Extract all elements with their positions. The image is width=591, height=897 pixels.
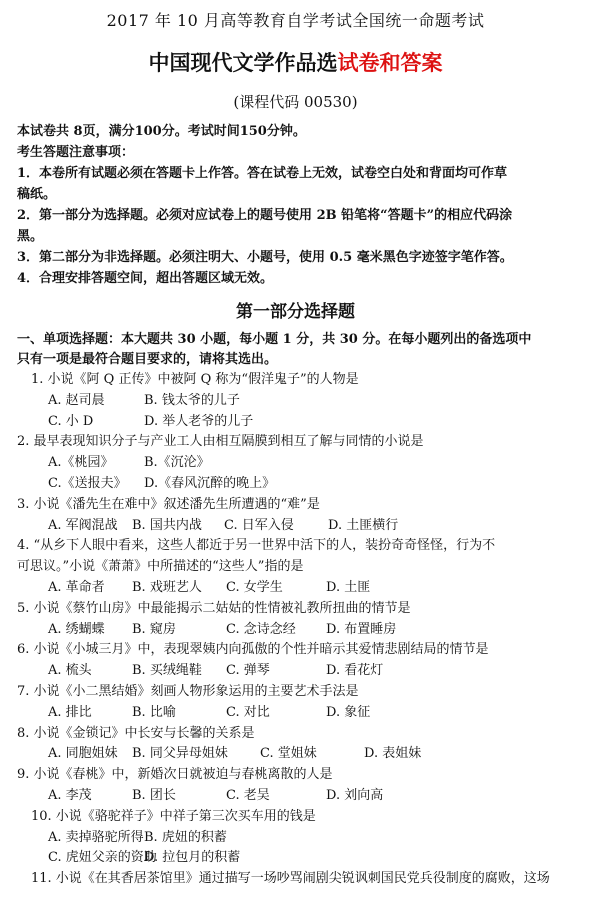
answer-option[interactable]: C. 虎妞父亲的资助 xyxy=(48,850,157,866)
answer-option[interactable]: D. 举人老爷的儿子 xyxy=(144,413,254,429)
option-row xyxy=(17,828,583,849)
question-item xyxy=(17,370,583,432)
answer-option[interactable]: C.《送报夫》 xyxy=(48,475,127,491)
answer-option[interactable]: A. 卖掉骆驼所得 xyxy=(48,829,144,845)
answer-option[interactable]: D. 象征 xyxy=(326,704,371,720)
answer-option[interactable]: B. 窥房 xyxy=(132,621,176,637)
question-item xyxy=(17,432,583,494)
answer-option[interactable]: A. 赵司晨 xyxy=(48,392,105,408)
question-item xyxy=(17,536,583,598)
question-item xyxy=(17,724,583,766)
answer-option[interactable]: A. 排比 xyxy=(48,704,92,720)
instruction-heading: 考生答题注意事项： xyxy=(17,145,135,160)
section-one-line-1: 一、单项选择题：本大题共 30 小题，每小题 1 分，共 30 分。在每小题列出的备选项中 xyxy=(17,332,532,347)
option-row xyxy=(17,391,583,412)
course-code: (课程代码 00530) xyxy=(233,93,358,111)
answer-option[interactable]: C. 女学生 xyxy=(226,579,283,595)
instruction-item-1a: 1．本卷所有试题必须在答题卡上作答。答在试卷上无效，试卷空白处和背面均可作草 xyxy=(17,166,508,181)
answer-option[interactable]: A. 梳头 xyxy=(48,663,92,679)
instruction-item-2b: 黑。 xyxy=(17,229,44,244)
answer-option[interactable]: C. 老吴 xyxy=(226,787,270,803)
answer-option[interactable]: A. 革命者 xyxy=(48,579,105,595)
option-row xyxy=(17,578,583,599)
question-stem: 8. 小说《金锁记》中长安与长馨的关系是 xyxy=(17,725,255,741)
answer-option[interactable]: D. 土匪横行 xyxy=(328,517,399,533)
question-list xyxy=(0,370,591,890)
option-row xyxy=(17,848,583,869)
question-stem: 7. 小说《小二黑结婚》刻画人物形象运用的主要艺术手法是 xyxy=(17,683,359,699)
answer-option[interactable]: B. 钱太爷的儿子 xyxy=(144,392,240,408)
answer-option[interactable]: C. 念诗念经 xyxy=(226,621,296,637)
question-stem: 9. 小说《春桃》中，新婚次日就被迫与春桃离散的人是 xyxy=(17,767,333,783)
option-row xyxy=(17,412,583,433)
answer-option[interactable]: B. 同父异母姐妹 xyxy=(132,746,228,762)
answer-option[interactable]: D.《春风沉醉的晚上》 xyxy=(144,475,276,491)
option-row xyxy=(17,516,583,537)
question-stem: 5. 小说《蔡竹山房》中最能揭示二姑姑的性情被礼教所扭曲的情节是 xyxy=(17,600,411,616)
question-item xyxy=(17,640,583,682)
answer-option[interactable]: D. 土匪 xyxy=(326,579,371,595)
option-row xyxy=(17,786,583,807)
question-item xyxy=(17,599,583,641)
title-course-name: 中国现代文学作品选 xyxy=(148,50,338,75)
instruction-item-4: 4．合理安排答题空间，超出答题区域无效。 xyxy=(17,271,274,286)
question-item xyxy=(17,682,583,724)
question-item xyxy=(17,807,583,869)
instruction-item-2a: 2．第一部分为选择题。必须对应试卷上的题号使用 2B 铅笔将“答题卡”的相应代码涂 xyxy=(17,208,513,223)
answer-option[interactable]: D. 看花灯 xyxy=(326,663,384,679)
question-stem: 3. 小说《潘先生在难中》叙述潘先生所遭遇的“难”是 xyxy=(17,496,320,512)
answer-option[interactable]: D. 表姐妹 xyxy=(364,746,422,762)
title-highlight: 试卷和答案 xyxy=(337,50,443,75)
answer-option[interactable]: D. 拉包月的积蓄 xyxy=(144,850,241,866)
section-one-heading xyxy=(0,330,591,370)
question-stem: 4. “从乡下人眼中看来，这些人都近于另一世界中活下的人，装扮奇奇怪怪，行为不 xyxy=(17,538,496,554)
option-row xyxy=(17,703,583,724)
answer-option[interactable]: C. 弹琴 xyxy=(226,663,270,679)
answer-option[interactable]: C. 堂姐妹 xyxy=(260,746,317,762)
option-row xyxy=(17,744,583,765)
answer-option[interactable]: A.《桃园》 xyxy=(48,455,114,471)
question-item xyxy=(17,869,583,890)
question-stem: 11. 小说《在其香居茶馆里》通过描写一场吵骂闹剧尖锐讽刺国民党兵役制度的腐败，这场 xyxy=(31,871,550,887)
question-stem: 1. 小说《阿 Q 正传》中被阿 Q 称为“假洋鬼子”的人物是 xyxy=(31,372,359,387)
answer-option[interactable]: C. 对比 xyxy=(226,704,270,720)
answer-option[interactable]: B. 戏班艺人 xyxy=(132,579,202,595)
instruction-item-1b: 稿纸。 xyxy=(17,187,57,202)
instruction-summary: 本试卷共 8页，满分100分。考试时间150分钟。 xyxy=(17,124,306,139)
question-item xyxy=(17,495,583,537)
question-stem-continued: 可思议。”小说《萧萧》中所描述的“这些人”指的是 xyxy=(17,559,304,575)
section-one-line-2: 只有一项是最符合题目要求的，请将其选出。 xyxy=(17,352,278,367)
answer-option[interactable]: A. 军阀混战 xyxy=(48,517,118,533)
answer-option[interactable]: B. 国共内战 xyxy=(132,517,202,533)
answer-option[interactable]: C. 小 D xyxy=(48,413,94,429)
answer-option[interactable]: D. 布置睡房 xyxy=(326,621,397,637)
answer-option[interactable]: A. 同胞姐妹 xyxy=(48,746,118,762)
question-stem: 6. 小说《小城三月》中，表现翠姨内向孤傲的个性并暗示其爱情悲剧结局的情节是 xyxy=(17,642,489,658)
answer-option[interactable]: B. 买绒绳鞋 xyxy=(132,663,202,679)
exam-header: 2017 年 10 月高等教育自学考试全国统一命题考试 xyxy=(106,11,485,30)
option-row xyxy=(17,474,583,495)
exam-instructions xyxy=(0,121,591,289)
answer-option[interactable]: B. 比喻 xyxy=(132,704,176,720)
question-stem: 10. 小说《骆驼祥子》中祥子第三次买车用的钱是 xyxy=(31,808,316,824)
answer-option[interactable]: B. 团长 xyxy=(132,787,176,803)
option-row xyxy=(17,620,583,641)
option-row xyxy=(17,453,583,474)
instruction-item-3: 3．第二部分为非选择题。必须注明大、小题号，使用 0.5 毫米黑色字迹签字笔作答。 xyxy=(17,250,513,265)
answer-option[interactable]: B. 虎妞的积蓄 xyxy=(144,829,227,845)
answer-option[interactable]: A. 绣蝴蝶 xyxy=(48,621,105,637)
answer-option[interactable]: A. 李茂 xyxy=(48,787,92,803)
part-one-title: 第一部分选择题 xyxy=(236,302,355,322)
answer-option[interactable]: B.《沉沦》 xyxy=(144,455,210,471)
option-row xyxy=(17,661,583,682)
question-item xyxy=(17,765,583,807)
paper-title xyxy=(0,46,591,80)
question-stem: 2. 最早表现知识分子与产业工人由相互隔膜到相互了解与同情的小说是 xyxy=(17,434,424,450)
answer-option[interactable]: C. 日军入侵 xyxy=(224,517,294,533)
answer-option[interactable]: D. 刘向高 xyxy=(326,787,384,803)
